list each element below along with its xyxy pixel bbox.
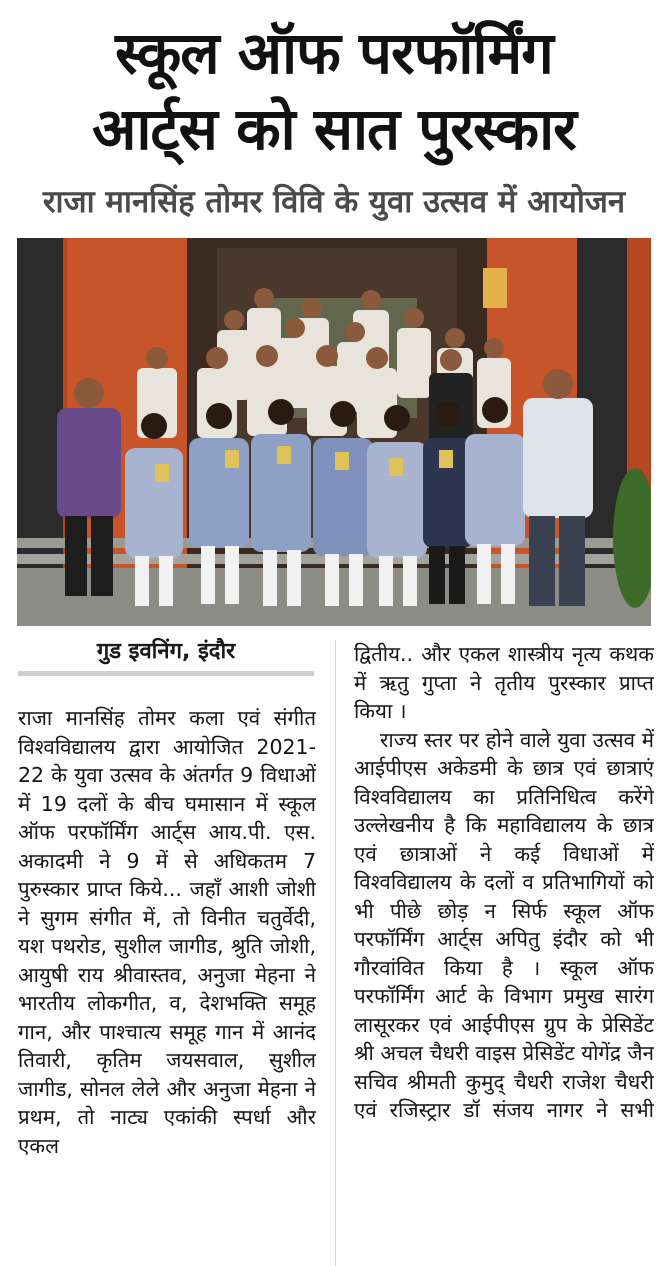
headline-line-2: आर्ट्स को सात पुरस्कार	[92, 95, 576, 163]
column-divider	[335, 640, 336, 1266]
article-paragraph: द्वितीय.. और एकल शास्त्रीय नृत्य कथक में ऋतु गुप्ता ने तृतीय पुरस्कार प्राप्त किया ।	[354, 642, 654, 723]
article-paragraph: राज्य स्तर पर होने वाले युवा उत्सव में आईपीएस अकेडमी के छात्र एवं छात्राएं विश्वविद्यालय का प्रतिनिधित्व करेंगे उल्लेखनीय है कि महाविद्यालय के छात्र एवं छात्राओं ने कई विधाओं में विश्वविद्यालय के दलों व प्रतिभागियों को भी पीछे छोड़ न सिर्फ स्कूल ऑफ परफॉर्मिंग आर्ट्स अपितु इंदौर को भी गौरवांवित किया है । स्कूल ऑफ परफॉर्मिंग आर्ट के विभाग प्रमुख सारंग लासूरकर एवं आईपीएस ग्रुप के प्रेसिडेंट श्री अचल चैधरी वाइस प्रेसिडेंट योगेंद्र जैन सचिव श्रीमती कुमुद् चैधरी राजेश चैधरी एवं रजिस्ट्रार डॉ संजय नागर ने सभी	[354, 727, 654, 1122]
dateline: गुड इवनिंग, इंदौर	[18, 636, 314, 676]
headline-line-1: स्कूल ऑफ परफॉर्मिंग	[115, 19, 553, 87]
group-photo	[17, 238, 651, 626]
subheadline: राजा मानसिंह तोमर विवि के युवा उत्सव में आयोजन	[42, 184, 626, 220]
article-left-column	[18, 704, 316, 1266]
article-paragraph: राजा मानसिंह तोमर कला एवं संगीत विश्वविद्यालय द्वारा आयोजित 2021-22 के युवा उत्सव के अंतर्गत 9 विधाओं में 19 दलों के बीच घमासान में स्कूल ऑफ परफॉर्मिंग आर्ट्स आय.पी. एस. अकादमी ने 9 में से अधिकतम 7 पुरुस्कार प्राप्त किये... जहाँ आशी जोशी ने सुगम संगीत में, तो विनीत चतुर्वेदी, यश पथरोड, सुशील जागीड, श्रुति जोशी, आयुषी राय श्रीवास्तव, अनुजा मेहना ने भारतीय लोकगीत, व, देशभक्ति समूह गान, और पाश्चात्य समूह गान में आनंद तिवारी, कृतिम जयसवाल, सुशील जागीड, सोनल लेले और अनुजा मेहना ने प्रथम, तो नाट्य एकांकी स्पर्धा और एकल	[18, 706, 316, 1158]
article-right-column	[354, 640, 654, 1266]
